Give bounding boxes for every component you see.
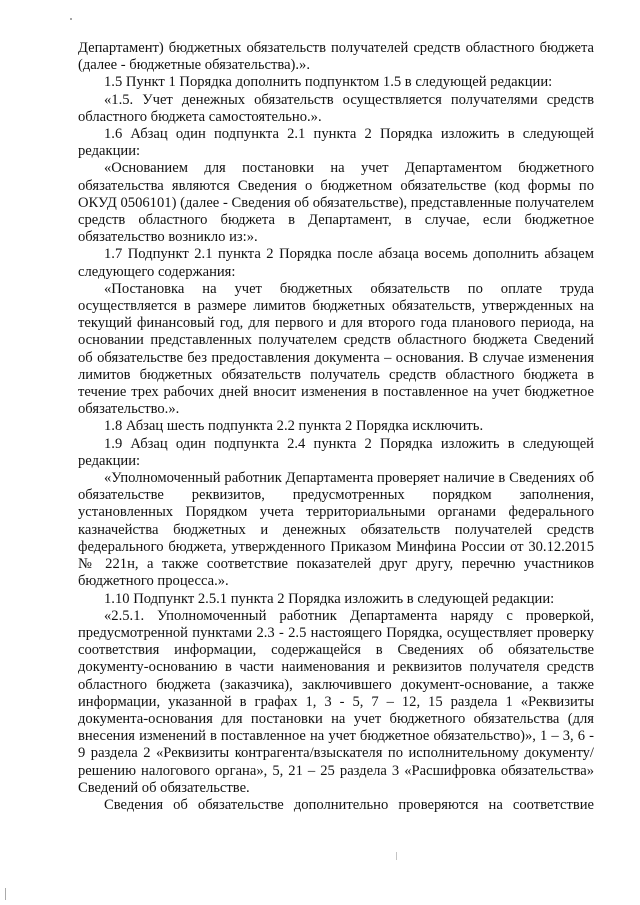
paragraph-1-5-text: «1.5. Учет денежных обязательств осуществляется получателями средств областного бюджета самостоятельно.». [78, 91, 594, 125]
paragraph-1-6-heading: 1.6 Абзац один подпункта 2.1 пункта 2 Порядка изложить в следующей редакции: [78, 126, 594, 160]
scan-speck [70, 18, 72, 20]
paragraph-continuation: Департамент) бюджетных обязательств получателей средств областного бюджета (далее - бюджетные обязательства).». [78, 40, 594, 74]
paragraph-1-7-heading: 1.7 Подпункт 2.1 пункта 2 Порядка после абзаца восемь дополнить абзацем следующего содержания: [78, 246, 594, 280]
paragraph-1-6-text: «Основанием для постановки на учет Департаментом бюджетного обязательства являются Сведения о бюджетном обязательстве (код формы по ОКУД 0506101) (далее - Сведения об обязательстве), представленные получателем средств областного бюджета в Департамент, в случае, если бюджетное обязательство возникло из:». [78, 160, 594, 246]
document-body [78, 40, 594, 814]
paragraph-1-7-text: «Постановка на учет бюджетных обязательств по оплате труда осуществляется в размере лимитов бюджетных обязательств, утвержденных на текущий финансовый год, для первого и для второго года планового периода, на основании представленных получателем средств областного бюджета Сведений об обязательстве без предоставления документа – основания. В случае изменения лимитов бюджетных обязательств получатель средств областного бюджета в течение трех рабочих дней вносит изменения в поставленное на учет бюджетное обязательство.». [78, 280, 594, 418]
paragraph-1-10-text: «2.5.1. Уполномоченный работник Департамента наряду с проверкой, предусмотренной пунктами 2.3 - 2.5 настоящего Порядка, осуществляет проверку соответствия информации, содержащейся в Сведениях об обязательстве документу-основанию в части наименования и реквизитов получателя средств областного бюджета (заказчика), заключившего документ-основание, а также информации, указанной в графах 1, 3 - 5, 7 – 12, 15 раздела 1 «Реквизиты документа-основания для постановки на учет бюджетного обязательства (для внесения изменений в поставленное на учет бюджетное обязательство)», 1 – 3, 6 - 9 раздела 2 «Реквизиты контрагента/взыскателя по исполнительному документу/решению налогового органа», 5, 21 – 25 раздела 3 «Расшифровка обязательства» Сведений об обязательстве. [78, 607, 594, 796]
paragraph-1-9-text: «Уполномоченный работник Департамента проверяет наличие в Сведениях об обязательстве реквизитов, предусмотренных порядком заполнения, установленных Порядком учета территориальными органами федерального казначейства бюджетных и денежных обязательств получателей средств федерального бюджета, утвержденного Приказом Минфина России от 30.12.2015 № 221н, а также соответствие показателей друг другу, перечню участников бюджетного процесса.». [78, 470, 594, 590]
paragraph-1-8: 1.8 Абзац шесть подпункта 2.2 пункта 2 Порядка исключить. [104, 418, 484, 435]
scan-speck [396, 852, 397, 860]
scan-edge-mark [5, 888, 6, 900]
paragraph-continues-next-page: Сведения об обязательстве дополнительно проверяются на соответствие [104, 796, 594, 813]
paragraph-1-9-heading: 1.9 Абзац один подпункта 2.4 пункта 2 Порядка изложить в следующей редакции: [78, 435, 594, 469]
paragraph-1-10-heading: 1.10 Подпункт 2.5.1 пункта 2 Порядка изложить в следующей редакции: [104, 590, 555, 607]
paragraph-1-5-heading: 1.5 Пункт 1 Порядка дополнить подпунктом 1.5 в следующей редакции: [104, 74, 553, 91]
